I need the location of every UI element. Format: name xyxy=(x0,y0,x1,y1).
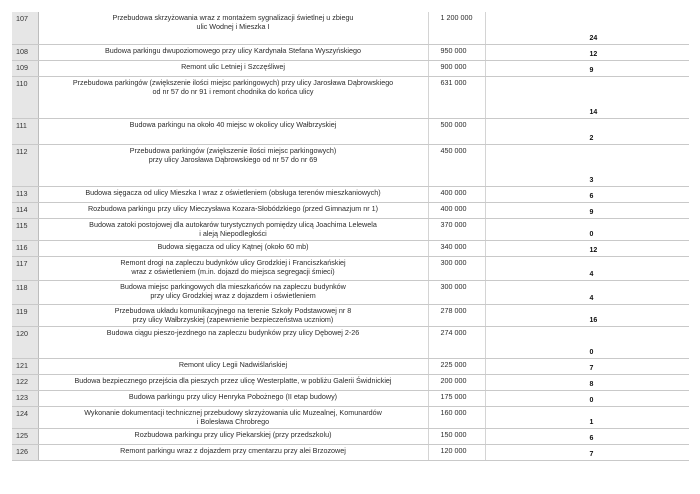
task-description: Rozbudowa parkingu przy ulicy Piekarskiej (przy przedszkolu) xyxy=(38,428,428,444)
row-number: 122 xyxy=(12,374,38,390)
row-number: 111 xyxy=(12,118,38,144)
task-cost: 150 000 xyxy=(428,428,485,444)
task-description: Budowa parkingu dwupoziomowego przy ulicy Kardynała Stefana Wyszyńskiego xyxy=(38,44,428,60)
task-description: Przebudowa układu komunikacyjnego na terenie Szkoły Podstawowej nr 8 przy ulicy Wałbrzyskiej (zapewnienie bezpieczeństwa uczniom) xyxy=(38,304,428,326)
task-cost: 278 000 xyxy=(428,304,485,326)
task-score: 7 xyxy=(485,358,689,374)
task-cost: 500 000 xyxy=(428,118,485,144)
task-score: 0 xyxy=(485,390,689,406)
task-cost: 900 000 xyxy=(428,60,485,76)
table-row xyxy=(12,374,689,390)
row-number: 120 xyxy=(12,326,38,358)
row-number: 116 xyxy=(12,240,38,256)
task-cost: 120 000 xyxy=(428,444,485,460)
task-score: 8 xyxy=(485,374,689,390)
table-row xyxy=(12,60,689,76)
row-number: 117 xyxy=(12,256,38,280)
task-description: Budowa zatoki postojowej dla autokarów turystycznych pomiędzy ulicą Joachima Lelewela i aleją Niepodległości xyxy=(38,218,428,240)
table-row xyxy=(12,304,689,326)
task-description: Budowa bezpiecznego przejścia dla pieszych przez ulicę Westerplatte, w pobliżu Galerii Świdnickiej xyxy=(38,374,428,390)
task-score: 9 xyxy=(485,60,689,76)
task-cost: 175 000 xyxy=(428,390,485,406)
investments-table xyxy=(12,12,689,461)
table-row xyxy=(12,358,689,374)
task-score: 6 xyxy=(485,428,689,444)
row-number: 112 xyxy=(12,144,38,186)
table-row xyxy=(12,406,689,428)
row-number: 118 xyxy=(12,280,38,304)
table-row xyxy=(12,280,689,304)
task-score: 6 xyxy=(485,186,689,202)
table-row xyxy=(12,256,689,280)
task-cost: 1 200 000 xyxy=(428,12,485,44)
table-row xyxy=(12,144,689,186)
task-description: Budowa parkingu przy ulicy Henryka Pobożnego (II etap budowy) xyxy=(38,390,428,406)
task-cost: 400 000 xyxy=(428,202,485,218)
task-description: Remont drogi na zapleczu budynków ulicy Grodzkiej i Franciszkańskiej wraz z oświetleniem (m.in. dojazd do miejsca segregacji śmieci) xyxy=(38,256,428,280)
task-cost: 300 000 xyxy=(428,280,485,304)
task-cost: 300 000 xyxy=(428,256,485,280)
row-number: 119 xyxy=(12,304,38,326)
row-number: 108 xyxy=(12,44,38,60)
task-cost: 450 000 xyxy=(428,144,485,186)
task-score: 12 xyxy=(485,44,689,60)
row-number: 126 xyxy=(12,444,38,460)
task-cost: 400 000 xyxy=(428,186,485,202)
table-row xyxy=(12,12,689,44)
table-row xyxy=(12,240,689,256)
task-score: 0 xyxy=(485,218,689,240)
table-row xyxy=(12,428,689,444)
task-score: 4 xyxy=(485,280,689,304)
task-cost: 160 000 xyxy=(428,406,485,428)
table-row xyxy=(12,76,689,118)
task-score: 14 xyxy=(485,76,689,118)
task-score: 16 xyxy=(485,304,689,326)
row-number: 109 xyxy=(12,60,38,76)
task-cost: 225 000 xyxy=(428,358,485,374)
table-row xyxy=(12,186,689,202)
task-score: 24 xyxy=(485,12,689,44)
task-description: Remont ulicy Legii Nadwiślańskiej xyxy=(38,358,428,374)
task-description: Remont ulic Letniej i Szczęśliwej xyxy=(38,60,428,76)
task-score: 12 xyxy=(485,240,689,256)
task-description: Przebudowa parkingów (zwiększenie ilości miejsc parkingowych) przy ulicy Jarosława Dąbrowskiego od nr 57 do nr 91 i remont chodnika do końca ulicy xyxy=(38,76,428,118)
task-score: 7 xyxy=(485,444,689,460)
row-number: 114 xyxy=(12,202,38,218)
table-row xyxy=(12,218,689,240)
task-description: Budowa sięgacza od ulicy Kątnej (około 60 mb) xyxy=(38,240,428,256)
task-description: Przebudowa parkingów (zwiększenie ilości miejsc parkingowych) przy ulicy Jarosława Dąbrowskiego od nr 57 do nr 69 xyxy=(38,144,428,186)
task-cost: 274 000 xyxy=(428,326,485,358)
task-description: Rozbudowa parkingu przy ulicy Mieczysława Kozara-Słobódzkiego (przed Gimnazjum nr 1) xyxy=(38,202,428,218)
task-score: 3 xyxy=(485,144,689,186)
task-cost: 631 000 xyxy=(428,76,485,118)
task-score: 2 xyxy=(485,118,689,144)
task-description: Remont parkingu wraz z dojazdem przy cmentarzu przy alei Brzozowej xyxy=(38,444,428,460)
row-number: 124 xyxy=(12,406,38,428)
task-description: Wykonanie dokumentacji technicznej przebudowy skrzyżowania ulic Muzealnej, Komunardów i Bolesława Chrobrego xyxy=(38,406,428,428)
task-description: Przebudowa skrzyżowania wraz z montażem sygnalizacji świetlnej u zbiegu ulic Wodnej i Mieszka I xyxy=(38,12,428,44)
row-number: 115 xyxy=(12,218,38,240)
task-description: Budowa ciągu pieszo-jezdnego na zapleczu budynków przy ulicy Dębowej 2-26 xyxy=(38,326,428,358)
row-number: 113 xyxy=(12,186,38,202)
row-number: 123 xyxy=(12,390,38,406)
table-body xyxy=(12,12,689,460)
task-cost: 370 000 xyxy=(428,218,485,240)
table-row xyxy=(12,44,689,60)
row-number: 125 xyxy=(12,428,38,444)
task-cost: 950 000 xyxy=(428,44,485,60)
table-row xyxy=(12,326,689,358)
task-cost: 340 000 xyxy=(428,240,485,256)
task-score: 9 xyxy=(485,202,689,218)
row-number: 110 xyxy=(12,76,38,118)
row-number: 107 xyxy=(12,12,38,44)
table-row xyxy=(12,202,689,218)
row-number: 121 xyxy=(12,358,38,374)
task-cost: 200 000 xyxy=(428,374,485,390)
task-description: Budowa parkingu na około 40 miejsc w okolicy ulicy Wałbrzyskiej xyxy=(38,118,428,144)
task-description: Budowa miejsc parkingowych dla mieszkańców na zapleczu budynków przy ulicy Grodzkiej wraz z dojazdem i oświetleniem xyxy=(38,280,428,304)
task-score: 0 xyxy=(485,326,689,358)
table-row xyxy=(12,390,689,406)
table-row xyxy=(12,118,689,144)
task-score: 4 xyxy=(485,256,689,280)
table-row xyxy=(12,444,689,460)
task-description: Budowa sięgacza od ulicy Mieszka I wraz z oświetleniem (obsługa terenów mieszkaniowych) xyxy=(38,186,428,202)
task-score: 1 xyxy=(485,406,689,428)
